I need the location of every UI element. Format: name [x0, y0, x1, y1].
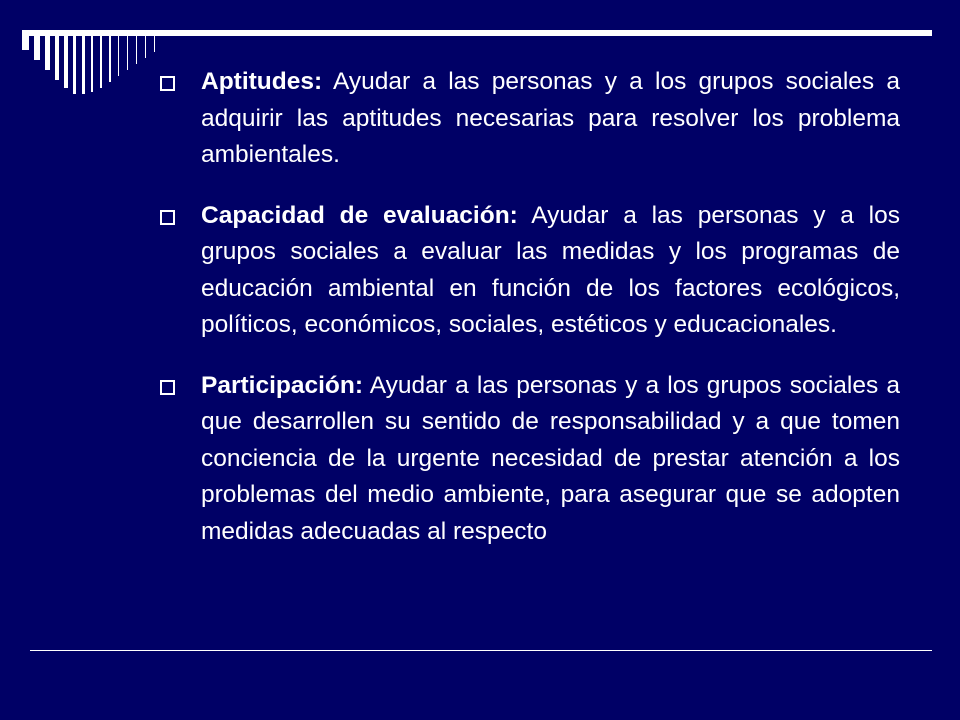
stripe: [73, 36, 76, 94]
list-item-term: Participación:: [201, 371, 364, 399]
stripe: [64, 36, 68, 88]
stripe: [22, 36, 29, 50]
stripe: [127, 36, 128, 70]
list-item-term: Aptitudes:: [201, 68, 323, 95]
stripe: [109, 36, 111, 82]
list-item-description: Ayudar a las personas y a los grupos sociales a que desarrollen su sentido de responsabilidad y a que tomen conciencia de la urgente necesidad de prestar atención a los problemas del medio ambiente, para asegurar que se adopten medidas adecuadas al respecto: [201, 371, 900, 545]
stripe: [136, 36, 137, 64]
stripe: [45, 36, 50, 70]
stripe: [82, 36, 85, 94]
list-item-participacion: [160, 368, 900, 551]
stripe: [100, 36, 102, 88]
hollow-square-bullet-icon: [160, 210, 175, 225]
stripe: [34, 36, 40, 60]
list-item-description: Ayudar a las personas y a los grupos sociales a evaluar las medidas y los programas de educación ambiental en función de los factores ecológicos, políticos, económicos, sociales, estéticos y educacionales.: [201, 201, 900, 338]
stripe: [55, 36, 59, 80]
list-item-text: [201, 368, 900, 551]
hollow-square-bullet-icon: [160, 76, 175, 91]
stripe: [118, 36, 119, 76]
stripe: [145, 36, 146, 58]
decorative-stripes: [22, 36, 172, 96]
list-item-capacidad-de-evaluacion: [160, 198, 900, 344]
list-item-description: Ayudar a las personas y a los grupos sociales a adquirir las aptitudes necesarias para resolver los problema ambientales.: [201, 68, 900, 168]
list-item-term: Capacidad de evaluación:: [201, 201, 518, 229]
stripe: [91, 36, 93, 92]
list-item-aptitudes: [160, 64, 900, 174]
bottom-rule: [30, 650, 932, 651]
list-item-text: [201, 198, 900, 344]
hollow-square-bullet-icon: [160, 380, 175, 395]
list-item-text: [201, 64, 900, 174]
bullet-list: [160, 64, 900, 574]
stripe: [154, 36, 155, 52]
